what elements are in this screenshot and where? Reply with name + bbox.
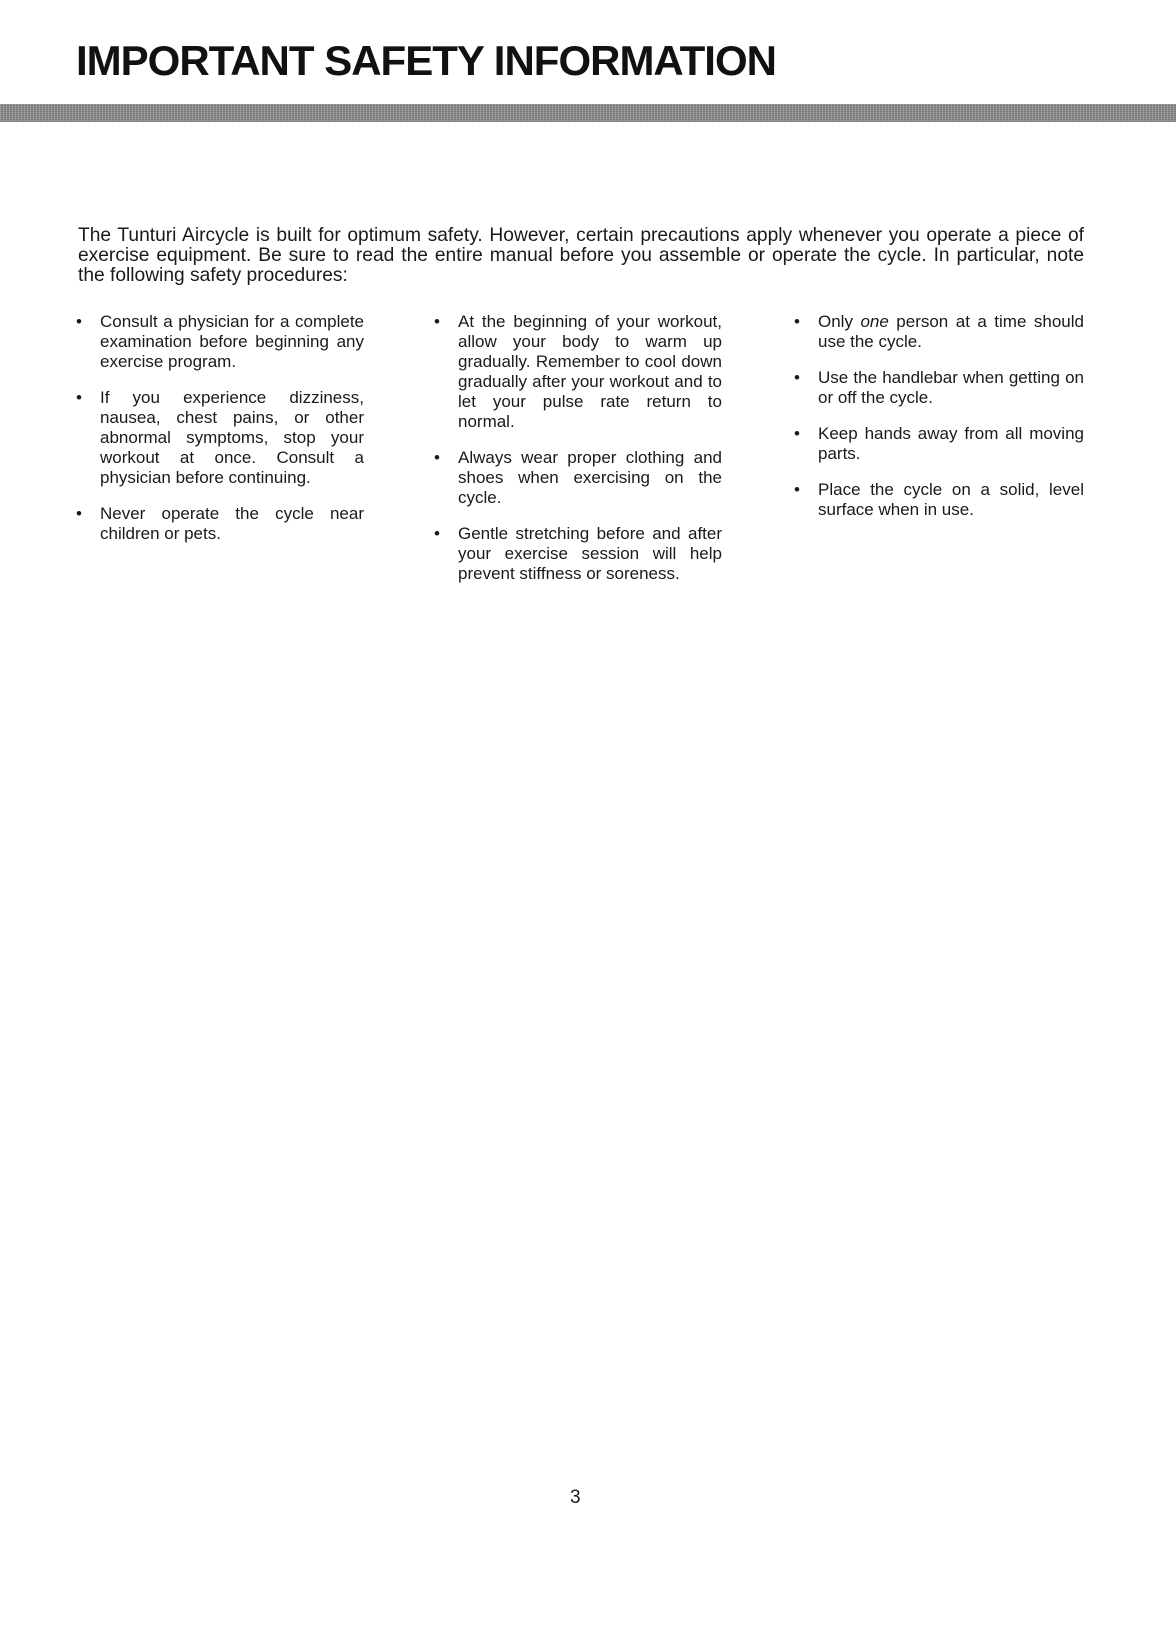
safety-column-3 — [792, 312, 1084, 536]
safety-column-2 — [432, 312, 722, 600]
bullet-icon: • — [76, 388, 82, 407]
list-item — [432, 448, 722, 508]
list-item-text: At the beginning of your workout, allow your body to warm up gradually. Remember to cool down gradually after your workout and to let your pulse rate return to normal. — [458, 312, 722, 431]
list-item — [74, 388, 364, 488]
safety-column-1 — [74, 312, 364, 560]
intro-paragraph: The Tunturi Aircycle is built for optimum safety. However, certain precautions apply whenever you operate a piece of exercise equipment. Be sure to read the entire manual before you assemble or operate the cycle. In particular, note the following safety procedures: — [78, 225, 1084, 286]
list-item-text: Never operate the cycle near children or pets. — [100, 504, 364, 543]
bullet-icon: • — [76, 504, 82, 523]
list-item-text-start: Only — [818, 312, 861, 331]
list-item — [74, 312, 364, 372]
list-item — [432, 312, 722, 432]
list-item-text: If you experience dizziness, nausea, chest pains, or other abnormal symptoms, stop your workout at once. Consult a physician before continuing. — [100, 388, 364, 487]
list-item-text-end: person at a time should use the cycle. — [818, 312, 1084, 351]
list-item — [792, 312, 1084, 352]
bullet-icon: • — [794, 480, 800, 499]
list-item-text: Keep hands away from all moving parts. — [818, 424, 1084, 463]
list-item — [792, 424, 1084, 464]
bullet-icon: • — [794, 424, 800, 443]
list-item-text: Always wear proper clothing and shoes when exercising on the cycle. — [458, 448, 722, 507]
bullet-icon: • — [434, 312, 440, 331]
list-item-text — [818, 312, 1084, 351]
list-item-text: Consult a physician for a complete examination before beginning any exercise program. — [100, 312, 364, 371]
bullet-icon: • — [794, 312, 800, 331]
bullet-icon: • — [434, 448, 440, 467]
list-item-text: Use the handlebar when getting on or off the cycle. — [818, 368, 1084, 407]
list-item-text: Place the cycle on a solid, level surface when in use. — [818, 480, 1084, 519]
list-item — [432, 524, 722, 584]
bullet-icon: • — [434, 524, 440, 543]
page-number: 3 — [570, 1487, 581, 1508]
title-divider — [0, 104, 1176, 122]
bullet-icon: • — [794, 368, 800, 387]
emphasis-text: one — [860, 312, 889, 331]
list-item — [792, 368, 1084, 408]
bullet-icon: • — [76, 312, 82, 331]
list-item-text: Gentle stretching before and after your exercise session will help prevent stiffness or soreness. — [458, 524, 722, 583]
page-title: IMPORTANT SAFETY INFORMATION — [76, 37, 776, 84]
list-item — [792, 480, 1084, 520]
list-item — [74, 504, 364, 544]
